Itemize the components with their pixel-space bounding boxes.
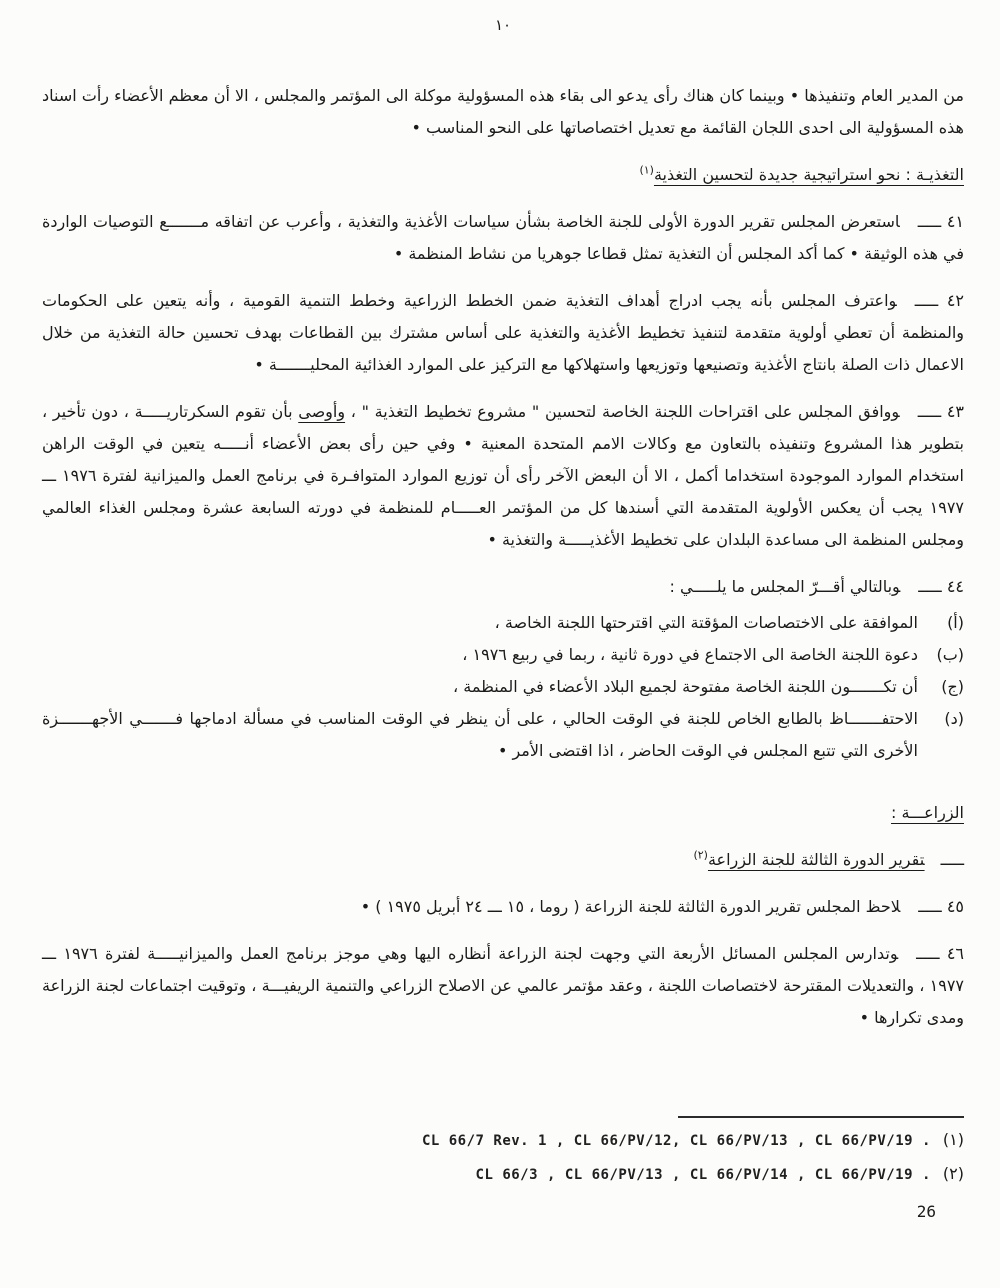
paragraph-41-text: استعرض المجلس تقرير الدورة الأولى للجنة الخاصة بشأن سياسات الأغذية والتغذية ، وأعرب عن اتفاقه مـــــــع التوصيات الواردة في هذه الوثيقة • كما أكد المجلس أن التغذية تمثل قطاعا جوهريا من نشاط المنظمة • (42, 212, 964, 263)
footnote-ref-1-marker: (١) (639, 163, 654, 177)
list-item-a-marker: (أ) (947, 613, 964, 632)
list-item-a-text: الموافقة على الاختصاصات المؤقتة التي اقترحتها اللجنة الخاصة ، (494, 613, 918, 632)
agriculture-report-subheading (42, 844, 964, 876)
paragraph-46-text: وتدارس المجلس المسائل الأربعة التي وجهت لجنة الزراعة أنظاره اليها وهي موجز برنامج العمل والميزانيـــــة لفترة ١٩٧٦ ـــ ١٩٧٧ ، والتعديلات المقترحة لاختصاصات اللجنة ، وعقد مؤتمر عالمي عن الاصلاح الزراعي والتنمية الريفيـــة ، وتوقيت اجتماعات لجنة الزراعة ومدى تكرارها • (42, 944, 964, 1027)
footnote-1 (42, 1130, 964, 1149)
paragraph-43-number: ٤٣ ـــــ (917, 402, 965, 421)
list-item-c (42, 671, 964, 703)
paragraph-43 (42, 396, 964, 556)
paragraph-46-number: ٤٦ ـــــ (916, 944, 965, 963)
paragraph-42 (42, 285, 964, 381)
paragraph-44-text: وبالتالي أقـــرّ المجلس ما يلـــــي : (669, 577, 901, 596)
paragraph-44-lead (42, 571, 964, 603)
paragraph-44-number: ٤٤ ـــــ (918, 577, 964, 596)
nutrition-section-heading (42, 159, 964, 191)
paragraph-41-number: ٤١ ـــــ (917, 212, 964, 231)
list-item-b (42, 639, 964, 671)
paragraph-43-text-before: ووافق المجلس على اقتراحات اللجنة الخاصة لتحسين " مشروع تخطيط التغذية " ، (345, 402, 900, 421)
footnote-2-references: CL 66/3 , CL 66/PV/13 , CL 66/PV/14 , CL 66/PV/19 . (475, 1167, 931, 1183)
list-item-d-text: الاحتفـــــــاظ بالطابع الخاص للجنة في الوقت الحالي ، على أن ينظر في الوقت المناسب في مسألة ادماجها فـــــــي الأجهـــــــزة الأخرى التي تتبع المجلس في الوقت الحاضر ، اذا اقتضى الأمر • (42, 709, 918, 760)
paragraph-45-text: لاحظ المجلس تقرير الدورة الثالثة للجنة الزراعة ( روما ، ١٥ ـــ ٢٤ أبريل ١٩٧٥ ) • (360, 897, 901, 916)
paragraph-41 (42, 206, 964, 270)
document-body (42, 80, 964, 1034)
agriculture-heading-text: الزراعـــة : (891, 803, 964, 822)
footnote-ref-2-marker: (٢) (693, 848, 708, 862)
list-item-b-marker: (ب) (936, 645, 964, 664)
page-number-top: ١٠ (494, 16, 512, 34)
list-item-d-marker: (د) (944, 709, 964, 728)
paragraph-45 (42, 891, 964, 923)
agriculture-section-heading (42, 797, 964, 829)
page-number-bottom: 26 (916, 1202, 936, 1221)
list-item-a (42, 607, 964, 639)
list-item-b-text: دعوة اللجنة الخاصة الى الاجتماع في دورة ثانية ، ربما في ربيع ١٩٧٦ ، (462, 645, 918, 664)
dash-bullet: ـــــ (940, 850, 964, 869)
paragraph-42-number: ٤٢ ـــــ (914, 291, 964, 310)
paragraph-43-underlined-word: وأوصى (298, 402, 346, 421)
paragraph-44-block (42, 571, 964, 767)
list-item-c-text: أن تكـــــــون اللجنة الخاصة مفتوحة لجميع البلاد الأعضاء في المنظمة ، (453, 677, 918, 696)
list-item-c-marker: (ج) (941, 677, 964, 696)
footnote-1-marker: (١) (942, 1130, 964, 1149)
paragraph-42-text: واعترف المجلس بأنه يجب ادراج أهداف التغذية ضمن الخطط الزراعية وخطط التنمية القومية ، وأنه يتعين على الحكومات والمنظمة أن تعطي أولوية متقدمة لتنفيذ تخطيط الأغذية والتغذية على أساس مشترك بين القطاعات بهدف تحسين حالة التغذية من خلال الاعمال ذات الصلة بانتاج الأغذية وتصنيعها وتوزيعها واستهلاكها مع التركيز على الموارد الغذائية المحليـــــــة • (42, 291, 964, 374)
list-item-d (42, 703, 964, 767)
agriculture-subheading-text: تقرير الدورة الثالثة للجنة الزراعة (707, 850, 925, 869)
decision-list (42, 607, 964, 767)
nutrition-heading-text: التغذيـة : نحو استراتيجية جديدة لتحسين التغذية (653, 165, 964, 184)
paragraph-45-number: ٤٥ ـــــ (918, 897, 964, 916)
footnote-2 (42, 1164, 964, 1183)
continuation-paragraph-text: من المدير العام وتنفيذها • وبينما كان هناك رأى يدعو الى بقاء هذه المسؤولية موكلة الى المؤتمر والمجلس ، الا أن معظم الأعضاء رأت اسناد هذه المسؤولية الى احدى اللجان القائمة مع تعديل اختصاصاتها على النحو المناسب • (42, 86, 964, 137)
continuation-paragraph (42, 80, 964, 144)
footnote-2-marker: (٢) (942, 1164, 964, 1183)
footnotes-section (42, 1116, 964, 1198)
paragraph-46 (42, 938, 964, 1034)
footnote-separator-rule (678, 1116, 964, 1118)
paragraph-43-text-after: بأن تقوم السكرتاريـــــة ، دون تأخير ، بتطوير هذا المشروع وتنفيذه بالتعاون مع وكالات الامم المتحدة المعنية • وفي حين رأى بعض الأعضاء أنـــــه يتعين في الوقت الراهن استخدام الموارد الموجودة استخداما أكمل ، الا أن البعض الآخر رأى أن توزيع الموارد المتوافـرة في برنامج العمل والميزانية لفترة ١٩٧٦ ـــ ١٩٧٧ يجب أن يعكس الأولوية المتقدمة التي أسندها كل من المؤتمر العـــــام للمنظمة في دورته السابعة عشرة ومجلس الغذاء العالمي ومجلس المنظمة الى مساعدة البلدان على تخطيط الأغذيـــــة والتغذية • (42, 402, 965, 549)
footnote-1-references: CL 66/7 Rev. 1 , CL 66/PV/12, CL 66/PV/13 , CL 66/PV/19 . (421, 1133, 931, 1149)
